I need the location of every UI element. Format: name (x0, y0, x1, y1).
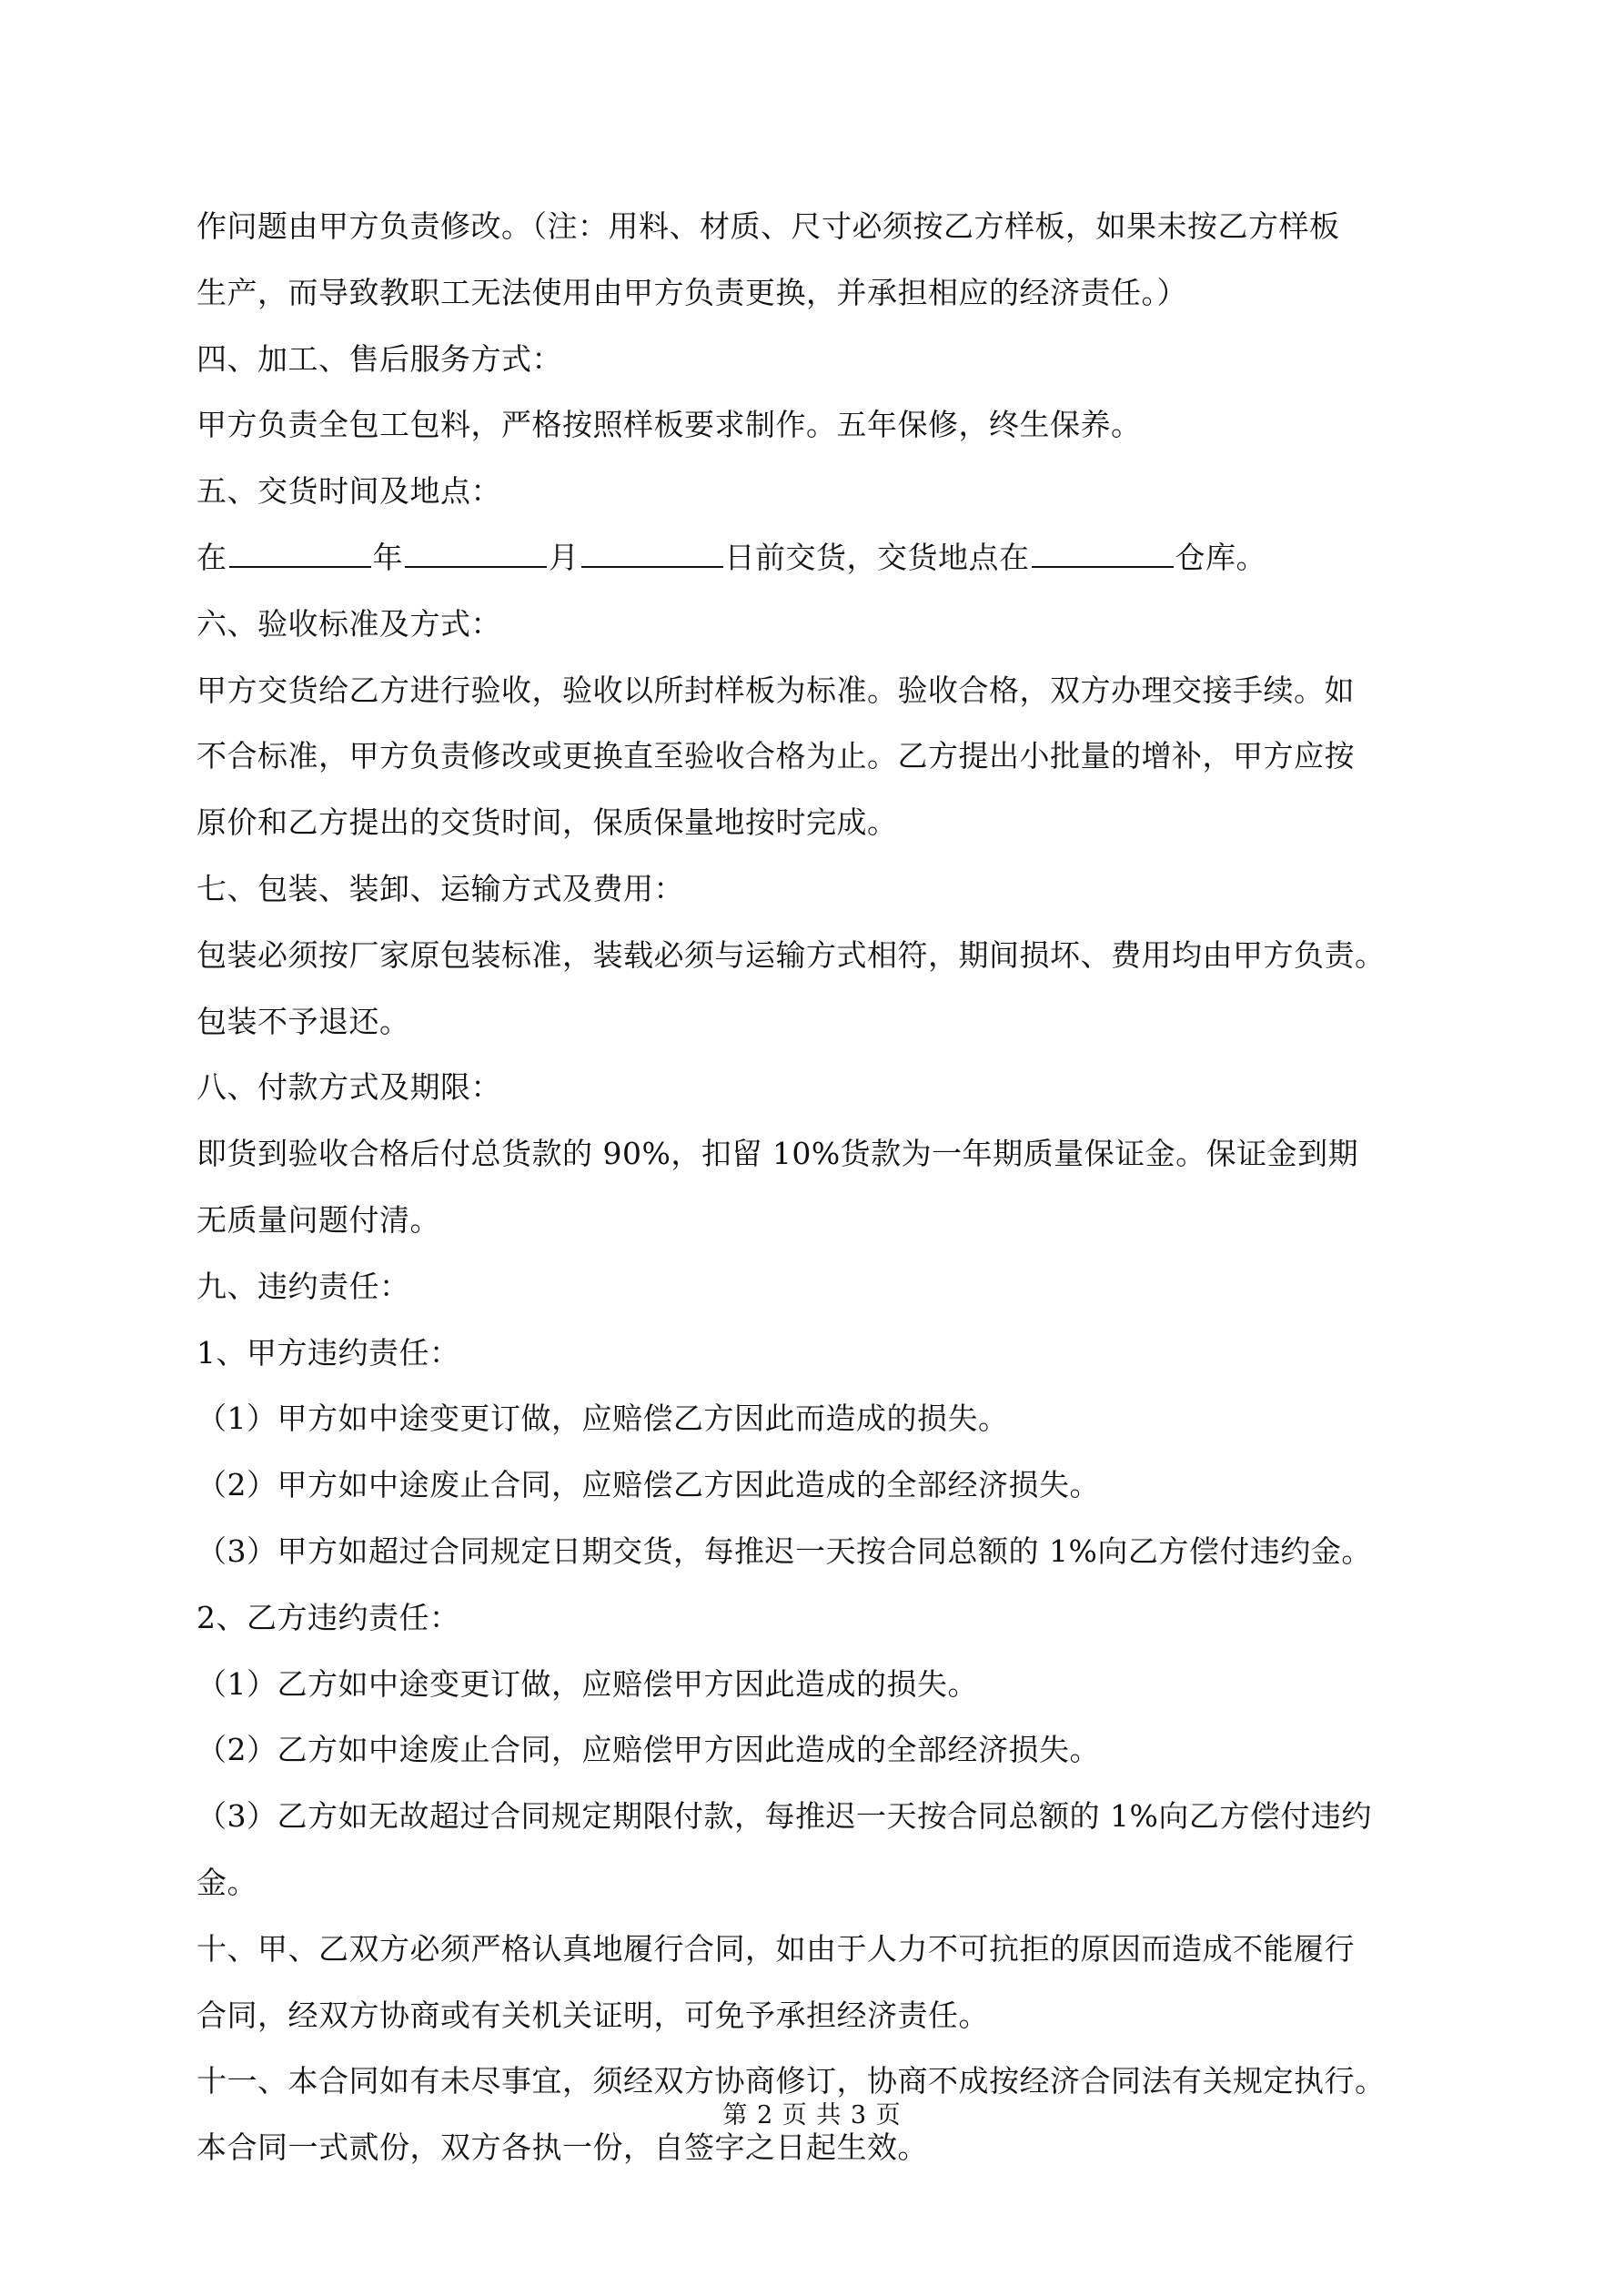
location-blank (1032, 539, 1174, 568)
text-line: 无质量问题付清。 (197, 1201, 440, 1238)
section-heading: 六、验收标准及方式： (197, 605, 501, 642)
text-line: 甲方负责全包工包料，严格按照样板要求制作。五年保修，终生保养。 (197, 407, 1142, 443)
text-line: 包装必须按厂家原包装标准，装载必须与运输方式相符，期间损坏、费用均由甲方负责。 (197, 936, 1386, 973)
text-line: 不合标准，甲方负责修改或更换直至验收合格为止。乙方提出小批量的增补，甲方应按 (197, 738, 1355, 774)
delivery-date-line (197, 525, 1452, 592)
text-line: 金。 (197, 1864, 257, 1900)
clause-item: （3）乙方如无故超过合同规定期限付款，每推迟一天按合同总额的 1%向乙方偿付违约 (197, 1798, 1372, 1835)
warehouse-label: 仓库。 (1175, 539, 1266, 575)
subsection-heading: 2、乙方违约责任： (197, 1599, 460, 1635)
clause-item: （3）甲方如超过合同规定日期交货，每推迟一天按合同总额的 1%向乙方偿付违约金。 (197, 1532, 1372, 1569)
day-blank (581, 539, 723, 568)
page-number-footer: 第 2 页 共 3 页 (722, 2101, 902, 2129)
subsection-heading: 1、甲方违约责任： (197, 1334, 460, 1371)
text-line: 原价和乙方提出的交货时间，保质保量地按时完成。 (197, 804, 898, 841)
section-heading: 十、甲、乙双方必须严格认真地履行合同，如由于人力不可抗拒的原因而造成不能履行 (197, 1930, 1355, 1967)
delivery-prefix: 在 (197, 539, 227, 575)
section-heading: 七、包装、装卸、运输方式及费用： (197, 870, 684, 906)
clause-item: （2）甲方如中途废止合同，应赔偿乙方因此造成的全部经济损失。 (197, 1467, 1100, 1503)
text-line: 作问题由甲方负责修改。（注：用料、材质、尺寸必须按乙方样板，如果未按乙方样板 (197, 208, 1340, 244)
section-heading: 十一、本合同如有未尽事宜，须经双方协商修订，协商不成按经济合同法有关规定执行。 (197, 2063, 1386, 2099)
year-label: 年 (372, 539, 403, 575)
text-line: 甲方交货给乙方进行验收，验收以所封样板为标准。验收合格，双方办理交接手续。如 (197, 672, 1355, 708)
clause-item: （1）甲方如中途变更订做，应赔偿乙方因此而造成的损失。 (197, 1401, 1009, 1437)
text-line: 包装不予退还。 (197, 1003, 410, 1039)
text-line: 即货到验收合格后付总货款的 90%，扣留 10%货款为一年期质量保证金。保证金到期 (197, 1136, 1359, 1172)
section-heading: 八、付款方式及期限： (197, 1069, 501, 1106)
day-label: 日前交货，交货地点在 (724, 539, 1030, 575)
clause-item: （2）乙方如中途废止合同，应赔偿甲方因此造成的全部经济损失。 (197, 1732, 1100, 1768)
section-heading: 四、加工、售后服务方式： (197, 340, 562, 377)
text-line: 本合同一式贰份，双方各执一份，自签字之日起生效。 (197, 2129, 928, 2166)
text-line: 合同，经双方协商或有关机关证明，可免予承担经济责任。 (197, 1997, 989, 2033)
contract-body (197, 194, 1452, 2181)
text-line: 生产，而导致教职工无法使用由甲方负责更换，并承担相应的经济责任。） (197, 274, 1187, 310)
month-blank (405, 539, 547, 568)
section-heading: 五、交货时间及地点： (197, 473, 501, 510)
clause-item: （1）乙方如中途变更订做，应赔偿甲方因此造成的损失。 (197, 1665, 978, 1702)
month-label: 月 (549, 539, 580, 575)
section-heading: 九、违约责任： (197, 1268, 410, 1304)
year-blank (229, 539, 371, 568)
